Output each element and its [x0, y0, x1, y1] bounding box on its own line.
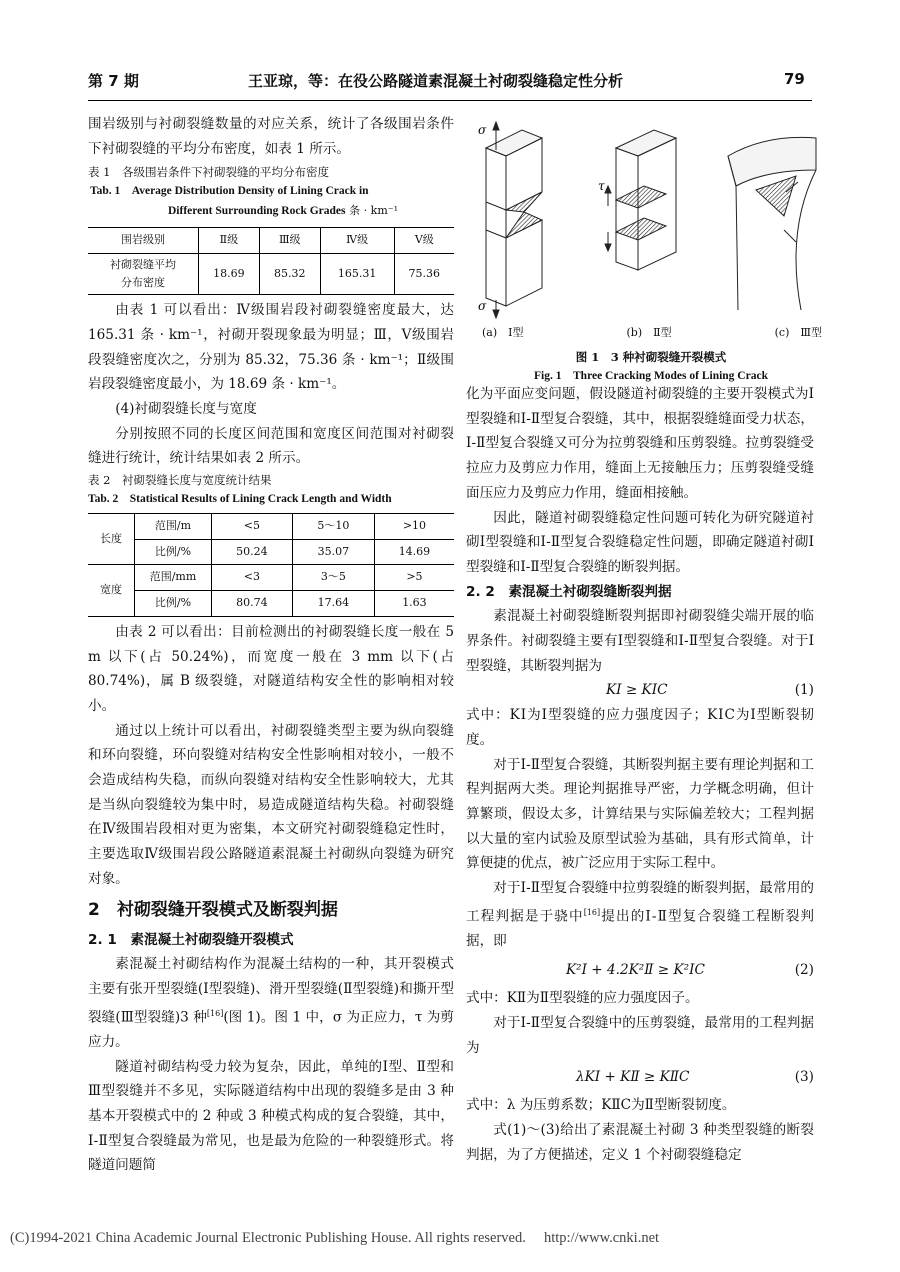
table-cell: 75.36 [394, 254, 454, 295]
table-cell: 165.31 [320, 254, 394, 295]
table-row [88, 591, 454, 617]
sigma-label-bottom: σ [478, 299, 487, 313]
table-cell: 5～10 [292, 514, 374, 540]
subfigure-c-label: (c) Ⅲ型 [774, 326, 822, 339]
paragraph: 式(1)～(3)给出了素混凝土衬砌 3 种类型裂缝的断裂判据，为了方便描述，定义 1 个衬砌裂缝稳定 [466, 1121, 814, 1163]
table-cell: 3～5 [292, 565, 374, 591]
table-cell: 85.32 [259, 254, 320, 295]
paragraph: 对于Ⅰ-Ⅱ型复合裂缝，其断裂判据主要有理论判据和工程判据两大类。理论判据推导严密，力学概念明确，但计算繁琐，假设太多，计算结果与实际偏差较大；工程判据以大量的室内试验及原型试验为基础，具有形式简单，计算便捷的优点，被广泛应用于实际工程中。 [466, 756, 814, 872]
table-row [88, 539, 454, 565]
table-cell: 1.63 [374, 591, 454, 617]
table-cell: >10 [374, 514, 454, 540]
subfigure-b-label: (b) Ⅱ型 [626, 326, 672, 339]
tau-label: τ [598, 179, 605, 193]
table-cell: <3 [212, 565, 293, 591]
paragraph: 通过以上统计可以看出，衬砌裂缝类型主要为纵向裂缝和环向裂缝，环向裂缝对结构安全性影响相对较小，一般不会造成结构失稳，而纵向裂缝对结构安全性影响较大，尤其是当纵向裂缝较为集中时，易造成隧道结构失稳。衬砌裂缝在Ⅳ级围岩段相对更为密集，本文研究衬砌裂缝稳定性时，主要选取Ⅳ级围岩段公路隧道素混凝土衬砌纵向裂缝为研究对象。 [88, 722, 454, 887]
paragraph: 对于Ⅰ-Ⅱ型复合裂缝中的压剪裂缝，最常用的工程判据为 [466, 1015, 814, 1056]
table-cell: Ⅳ级 [320, 228, 394, 254]
table-cell: 80.74 [212, 591, 293, 617]
table-cell: 比例/% [135, 539, 212, 565]
paragraph: (4)衬砌裂缝长度与宽度 [115, 400, 257, 417]
figure1-caption-cn: 图 1 3 种衬砌裂缝开裂模式 [575, 350, 727, 364]
crack-mode-diagrams [466, 120, 836, 320]
subsection-heading: 2. 1 素混凝土衬砌裂缝开裂模式 [88, 931, 294, 948]
table-cell: 比例/% [135, 591, 212, 617]
table-cell: 14.69 [374, 539, 454, 565]
paragraph: 素混凝土衬砌结构作为混凝土结构的一种，其开裂模式主要有张开型裂缝(Ⅰ型裂缝)、滑开型裂缝(Ⅱ型裂缝)和撕开型裂缝(Ⅲ型裂缝)3 种[16](图 1)。图 1 中，σ 为正应力，τ 为剪应力。 [88, 956, 455, 1050]
paragraph: 分别按照不同的长度区间范围和宽度区间范围对衬砌裂缝进行统计，统计结果如表 2 所示。 [88, 425, 454, 467]
paragraph: 因此，隧道衬砌裂缝稳定性问题可转化为研究隧道衬砌Ⅰ型裂缝和Ⅰ-Ⅱ型复合裂缝稳定性问题，即确定隧道衬砌Ⅰ型裂缝和Ⅰ-Ⅱ型复合裂缝的断裂判据。 [466, 509, 814, 575]
table-cell: 范围/m [135, 514, 212, 540]
table-cell: 宽度 [88, 565, 135, 616]
header-rule [88, 100, 812, 101]
mode-ii-block [605, 130, 676, 270]
paragraph: 对于Ⅰ-Ⅱ型复合裂缝中拉剪裂缝的断裂判据，最常用的工程判据是于骁中[16]提出的Ⅰ-Ⅱ型复合裂缝工程断裂判据，即 [466, 880, 814, 949]
table-row [88, 254, 454, 295]
table1-unit: 条 · km⁻¹ [349, 204, 398, 218]
paragraph: 式中：KⅡ为Ⅱ型裂缝的应力强度因子。 [466, 990, 699, 1007]
left-column [88, 112, 454, 1178]
table-row [88, 228, 454, 254]
table-cell: 17.64 [292, 591, 374, 617]
table-cell: 长度 [88, 514, 135, 565]
right-column [466, 382, 814, 1167]
table-cell: >5 [374, 565, 454, 591]
table2-caption-en: Tab. 2 Statistical Results of Lining Crack Length and Width [88, 493, 392, 506]
table-cell: 范围/mm [135, 565, 212, 591]
table-2 [88, 513, 454, 617]
equation-1: KⅠ ≥ KⅠC (1) [606, 682, 814, 699]
subsection-heading: 2. 2 素混凝土衬砌裂缝断裂判据 [466, 583, 672, 600]
paragraph: 式中：λ 为压剪系数；KⅡC为Ⅱ型断裂韧度。 [466, 1097, 736, 1114]
figure-1 [466, 120, 836, 382]
table1-caption-en: Tab. 1 Average Distribution Density of Lining Crack in [90, 185, 369, 198]
paragraph: 化为平面应变问题，假设隧道衬砌裂缝的主要开裂模式为Ⅰ型裂缝和Ⅰ-Ⅱ型复合裂缝，其中，根据裂缝缝面受力状态，Ⅰ-Ⅱ型复合裂缝又可分为拉剪裂缝和压剪裂缝。拉剪裂缝受拉应力及剪应力作用，缝面上无接触压力；压剪裂缝受缝面压应力及剪应力作用，缝面相接触。 [466, 386, 814, 501]
issue-number: 第 7 期 [88, 72, 139, 90]
table-row [88, 514, 454, 540]
table-cell: 18.69 [199, 254, 260, 295]
paragraph: 式中：KⅠ为Ⅰ型裂缝的应力强度因子；KⅠC为Ⅰ型断裂韧度。 [466, 707, 814, 748]
equation-2: K²Ⅰ + 4.2K²Ⅱ ≥ K²ⅠC (2) [566, 961, 814, 978]
page-number: 79 [784, 70, 805, 88]
copyright-footer: (C)1994-2021 China Academic Journal Electronic Publishing House. All rights reserved. http://www.cnki.net [10, 1230, 660, 1246]
mode-i-block [486, 122, 542, 318]
running-title: 王亚琼，等：在役公路隧道素混凝土衬砌裂缝稳定性分析 [248, 72, 624, 90]
table-cell: Ⅴ级 [394, 228, 454, 254]
paragraph: 围岩级别与衬砌裂缝数量的对应关系，统计了各级围岩条件下衬砌裂缝的平均分布密度，如表 1 所示。 [88, 116, 454, 157]
table-cell: 围岩级别 [88, 228, 199, 254]
table-cell: 衬砌裂缝平均分布密度 [88, 254, 199, 295]
table-cell: 35.07 [292, 539, 374, 565]
mode-iii-block [728, 137, 816, 310]
sigma-label-top: σ [478, 123, 487, 137]
table-cell: Ⅲ级 [259, 228, 320, 254]
table-cell: Ⅱ级 [199, 228, 260, 254]
paragraph: 隧道衬砌结构受力较为复杂，因此，单纯的Ⅰ型、Ⅱ型和Ⅲ型裂缝并不多见，实际隧道结构中出现的裂缝多是由 3 种基本开裂模式中的 2 种或 3 种模式构成的复合裂缝，其中，Ⅰ-Ⅱ型复合裂缝最为常见，也是最为危险的一种裂缝形式。将隧道问题简 [88, 1058, 454, 1174]
subfigure-labels [482, 324, 822, 340]
subfigure-a-label: (a) Ⅰ型 [482, 326, 524, 339]
table1-caption-en-2: Different Surrounding Rock Grades [168, 205, 346, 218]
equation-3: λKⅠ + KⅡ ≥ KⅡC (3) [576, 1068, 814, 1085]
table2-caption-cn: 表 2 衬砌裂缝长度与宽度统计结果 [88, 473, 272, 488]
section-heading: 2 衬砌裂缝开裂模式及断裂判据 [88, 899, 338, 920]
paragraph: 由表 1 可以看出：Ⅳ级围岩段衬砌裂缝密度最大，达 165.31 条 · km⁻¹，衬砌开裂现象最为明显；Ⅲ，Ⅴ级围岩段裂缝密度次之，分别为 85.32，75.36 条 · km⁻¹；Ⅱ级围岩段裂缝密度最小，为 18.69 条 · km⁻¹。 [88, 302, 454, 393]
table-row [88, 565, 454, 591]
table-cell: <5 [212, 514, 293, 540]
paragraph: 素混凝土衬砌裂缝断裂判据即衬砌裂缝尖端开展的临界条件。衬砌裂缝主要有Ⅰ型裂缝和Ⅰ-Ⅱ型复合裂缝。对于Ⅰ型裂缝，其断裂判据为 [466, 608, 814, 674]
table-1 [88, 227, 454, 295]
figure1-caption-en: Fig. 1 Three Cracking Modes of Lining Crack [534, 370, 768, 382]
table1-caption-cn: 表 1 各级围岩条件下衬砌裂缝的平均分布密度 [88, 165, 329, 180]
paragraph: 由表 2 可以看出：目前检测出的衬砌裂缝长度一般在 5 m 以下(占 50.24%)，而宽度一般在 3 mm 以下(占 80.74%)，属 B 级裂缝，对隧道结构安全性的影响相对较小。 [88, 623, 454, 714]
table-cell: 50.24 [212, 539, 293, 565]
